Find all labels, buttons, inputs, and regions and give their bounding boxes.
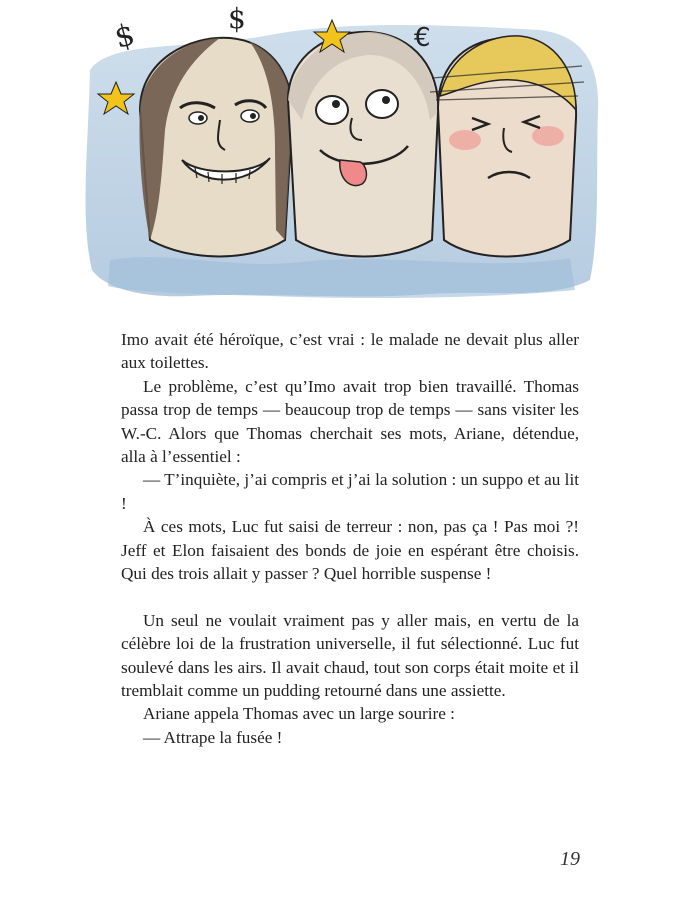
svg-text:$: $ <box>228 2 246 35</box>
section-break <box>121 585 579 608</box>
paragraph: Ariane appela Thomas avec un large sourire : <box>143 704 455 724</box>
paragraph: Imo avait été héroïque, c’est vrai : le malade ne devait plus aller aux toilettes. <box>121 330 579 373</box>
page-number: 19 <box>560 848 580 870</box>
silly-face <box>288 20 438 257</box>
paragraph: Le problème, c’est qu’Imo avait trop bien travaillé. Thomas passa trop de temps — beaucoup trop de temps — sans visiter les W.-C. Alors que Thomas cherchait ses mots, Ariane, détendue, alla à l’essentiel : <box>121 376 579 467</box>
body-text <box>121 328 579 749</box>
grimacing-face <box>430 36 584 257</box>
svg-text:€: € <box>414 23 431 53</box>
paragraph: — T’inquiète, j’ai compris et j’ai la solution : un suppo et au lit ! <box>121 470 579 513</box>
paragraph: Un seul ne voulait vraiment pas y aller mais, en vertu de la célèbre loi de la frustration universelle, il fut sélectionné. Luc fut soulevé dans les airs. Il avait chaud, tout son corps était moite et il tremblait comme un pudding retourné dans une assiette. <box>121 610 579 701</box>
svg-text:$: $ <box>111 16 139 56</box>
paragraph: — Attrape la fusée ! <box>143 727 283 747</box>
paragraph: À ces mots, Luc fut saisi de terreur : non, pas ça ! Pas moi ?! Jeff et Elon faisaient des bonds de joie en espérant être choisis. Qui des trois allait y passer ? Quel horrible suspense ! <box>121 517 579 584</box>
three-faces-illustration <box>70 0 610 306</box>
